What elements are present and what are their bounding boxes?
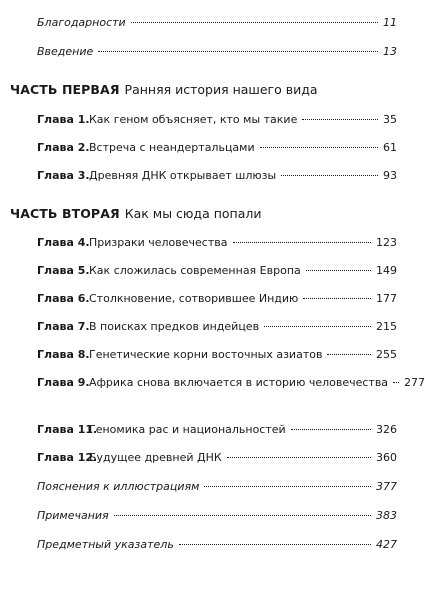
toc-entry-chapter-7[interactable] (37, 319, 397, 335)
dot-leader (327, 354, 371, 355)
toc-entry-acknowledgements[interactable] (37, 15, 397, 31)
chapter-label: Глава 7. (37, 320, 90, 333)
chapter-label: Глава 6. (37, 292, 90, 305)
entry-title: Геномика рас и национальностей (89, 423, 286, 436)
dot-leader (291, 429, 371, 430)
dot-leader (306, 270, 371, 271)
page-number: 123 (376, 236, 397, 249)
dot-leader (264, 326, 371, 327)
dot-leader (281, 175, 378, 176)
entry-title: Будущее древней ДНК (89, 451, 222, 464)
dot-leader (227, 457, 371, 458)
page-number: 215 (376, 320, 397, 333)
page-number: 427 (376, 538, 397, 551)
toc-entry-chapter-9[interactable] (37, 375, 425, 391)
chapter-label: Глава 5. (37, 264, 90, 277)
entry-title: Встреча с неандертальцами (89, 141, 255, 154)
entry-title: Предметный указатель (37, 538, 174, 551)
chapter-label: Глава 1. (37, 113, 90, 126)
entry-title: Африка снова включается в историю человечества (89, 376, 389, 389)
page-number: 255 (376, 348, 397, 361)
toc-entry-chapter-3[interactable] (37, 168, 397, 184)
dot-leader (114, 515, 371, 516)
entry-title: Как геном объясняет, кто мы такие (89, 113, 298, 126)
chapter-label: Глава 12. (37, 451, 98, 464)
entry-title: Введение (37, 45, 94, 58)
page-number: 383 (376, 509, 397, 522)
toc-entry-chapter-4[interactable] (37, 235, 397, 251)
part-title: Ранняя история нашего вида (124, 82, 318, 97)
toc-entry-illustration-notes[interactable] (37, 479, 397, 495)
entry-title: Примечания (37, 509, 109, 522)
dot-leader (204, 486, 371, 487)
toc-entry-introduction[interactable] (37, 44, 397, 60)
dot-leader (260, 147, 378, 148)
part-label: ЧАСТЬ ПЕРВАЯ (10, 82, 120, 97)
chapter-label: Глава 11. (37, 423, 98, 436)
toc-entry-chapter-12[interactable] (37, 450, 397, 466)
page-number: 360 (376, 451, 397, 464)
entry-title: Древняя ДНК открывает шлюзы (89, 169, 277, 182)
page-number: 61 (383, 141, 397, 154)
toc-entry-chapter-11[interactable] (37, 422, 397, 438)
chapter-label: Глава 9. (37, 376, 90, 389)
toc-entry-notes[interactable] (37, 508, 397, 524)
dot-leader (131, 22, 378, 23)
page-number: 326 (376, 423, 397, 436)
entry-title: Столкновение, сотворившее Индию (89, 292, 299, 305)
chapter-label: Глава 8. (37, 348, 90, 361)
toc-entry-subject-index[interactable] (37, 537, 397, 553)
toc-entry-chapter-8[interactable] (37, 347, 397, 363)
chapter-label: Глава 2. (37, 141, 90, 154)
dot-leader (179, 544, 371, 545)
part-heading-two (10, 205, 261, 223)
dot-leader (393, 382, 399, 383)
toc-entry-chapter-2[interactable] (37, 140, 397, 156)
page-number: 11 (383, 16, 397, 29)
dot-leader (302, 119, 378, 120)
entry-title: В поисках предков индейцев (89, 320, 260, 333)
page-number: 177 (376, 292, 397, 305)
toc-entry-chapter-6[interactable] (37, 291, 397, 307)
dot-leader (233, 242, 372, 243)
part-heading-one (10, 81, 318, 99)
part-title: Как мы сюда попали (124, 206, 262, 221)
entry-title: Призраки человечества (89, 236, 228, 249)
entry-title: Генетические корни восточных азиатов (89, 348, 323, 361)
entry-title: Как сложилась современная Европа (89, 264, 301, 277)
toc-entry-chapter-1[interactable] (37, 112, 397, 128)
dot-leader (98, 51, 378, 52)
entry-title: Пояснения к иллюстрациям (37, 480, 200, 493)
part-label: ЧАСТЬ ВТОРАЯ (10, 206, 120, 221)
page-number: 149 (376, 264, 397, 277)
page-number: 377 (376, 480, 397, 493)
page-number: 277 (404, 376, 425, 389)
chapter-label: Глава 3. (37, 169, 90, 182)
entry-title: Благодарности (37, 16, 126, 29)
chapter-label: Глава 4. (37, 236, 90, 249)
toc-entry-chapter-5[interactable] (37, 263, 397, 279)
page-number: 93 (383, 169, 397, 182)
page-number: 13 (383, 45, 397, 58)
dot-leader (303, 298, 371, 299)
page-number: 35 (383, 113, 397, 126)
